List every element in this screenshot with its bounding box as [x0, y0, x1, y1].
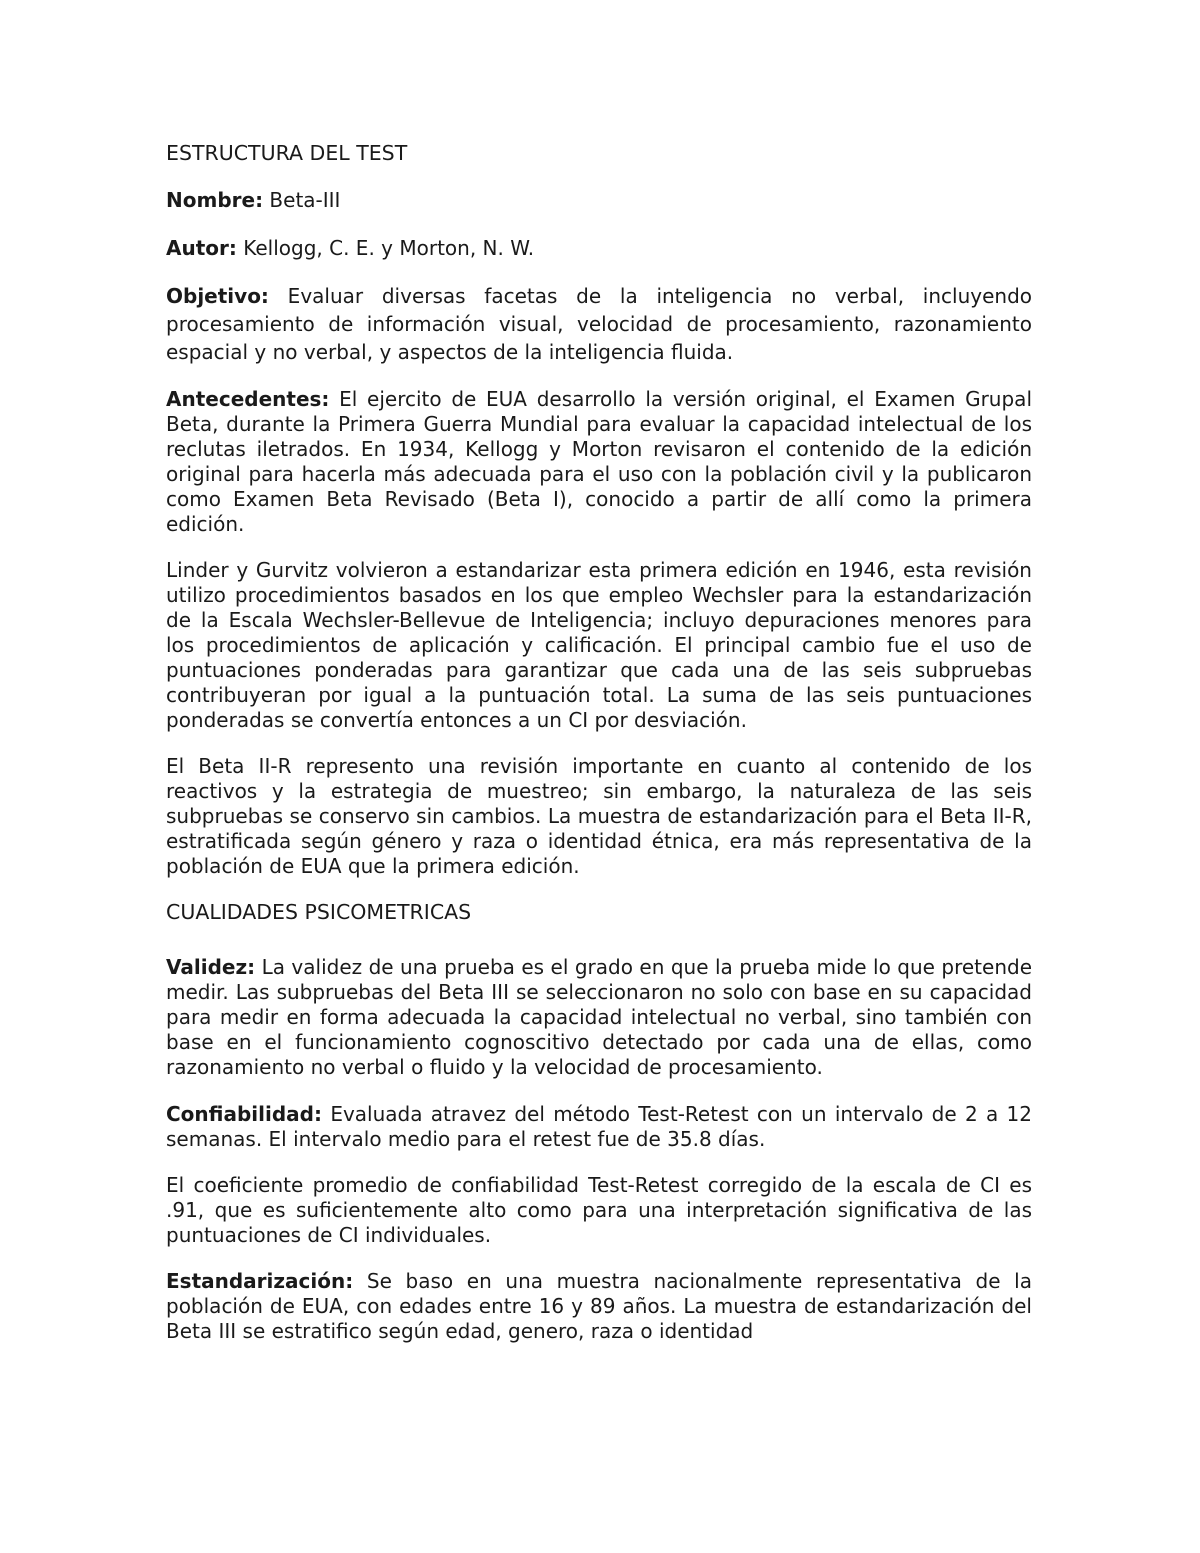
antecedentes-text: El ejercito de EUA desarrollo la versión original, el Examen Grupal Beta, durante la Primera Guerra Mundial para evaluar la capacidad intelectual de los reclutas iletrados. En 1934, Kellogg y Morton revisaron el contenido de la edición original para hacerla más adecuada para el uso con la población civil y la publicaron como Examen Beta Revisado (Beta I), conocido a partir de allí como la primera edición. [166, 387, 1032, 536]
confiabilidad-label: Confiabilidad: [166, 1102, 322, 1126]
paragraph-objetivo [166, 282, 1032, 366]
paragraph-beta-ii-r: El Beta II-R represento una revisión importante en cuanto al contenido de los reactivos y la estrategia de muestreo; sin embargo, la naturaleza de las seis subpruebas se conservo sin cambios. La muestra de estandarización para el Beta II-R, estratificada según género y raza o identidad étnica, era más representativa de la población de EUA que la primera edición. [166, 754, 1032, 878]
field-nombre [166, 188, 1032, 213]
validez-text: La validez de una prueba es el grado en que la prueba mide lo que pretende medir. Las subpruebas del Beta III se seleccionaron no solo con base en su capacidad para medir en forma adecuada la capacidad intelectual no verbal, sino también con base en el funcionamiento cognoscitivo detectado por cada una de ellas, como razonamiento no verbal o fluido y la velocidad de procesamiento. [166, 955, 1032, 1079]
section-heading-estructura: ESTRUCTURA DEL TEST [166, 141, 408, 165]
paragraph-validez [166, 955, 1032, 1080]
paragraph-confiabilidad [166, 1102, 1032, 1152]
field-nombre-label: Nombre: [166, 188, 264, 212]
paragraph-linder: Linder y Gurvitz volvieron a estandarizar esta primera edición en 1946, esta revisión utilizo procedimientos basados en los que empleo Wechsler para la estandarización de la Escala Wechsler-Bellevue de Inteligencia; incluyo depuraciones menores para los procedimientos de aplicación y calificación. El principal cambio fue el uso de puntuaciones ponderadas para garantizar que cada una de las seis subpruebas contribuyeran por igual a la puntuación total. La suma de las seis puntuaciones ponderadas se convertía entonces a un CI por desviación. [166, 558, 1032, 732]
field-autor-value: Kellogg, C. E. y Morton, N. W. [236, 236, 535, 260]
validez-label: Validez: [166, 955, 256, 979]
objetivo-text: Evaluar diversas facetas de la inteligencia no verbal, incluyendo procesamiento de información visual, velocidad de procesamiento, razonamiento espacial y no verbal, y aspectos de la inteligencia fluida. [166, 284, 1032, 364]
antecedentes-label: Antecedentes: [166, 387, 330, 411]
objetivo-label: Objetivo: [166, 284, 269, 308]
paragraph-antecedentes [166, 387, 1032, 537]
paragraph-coeficiente: El coeficiente promedio de confiabilidad Test-Retest corregido de la escala de CI es .91, que es suficientemente alto como para una interpretación significativa de las puntuaciones de CI individuales. [166, 1173, 1032, 1247]
field-nombre-value: Beta-III [263, 188, 341, 212]
section-heading-cualidades: CUALIDADES PSICOMETRICAS [166, 900, 472, 924]
paragraph-estandarizacion [166, 1269, 1032, 1344]
field-autor-label: Autor: [166, 236, 237, 260]
confiabilidad-text: Evaluada atravez del método Test-Retest con un intervalo de 2 a 12 semanas. El intervalo medio para el retest fue de 35.8 días. [166, 1102, 1032, 1151]
estandarizacion-text: Se baso en una muestra nacionalmente representativa de la población de EUA, con edades entre 16 y 89 años. La muestra de estandarización del Beta III se estratifico según edad, genero, raza o identidad [166, 1269, 1032, 1343]
field-autor [166, 236, 1032, 261]
estandarizacion-label: Estandarización: [166, 1269, 354, 1293]
document-body [166, 140, 1032, 1344]
